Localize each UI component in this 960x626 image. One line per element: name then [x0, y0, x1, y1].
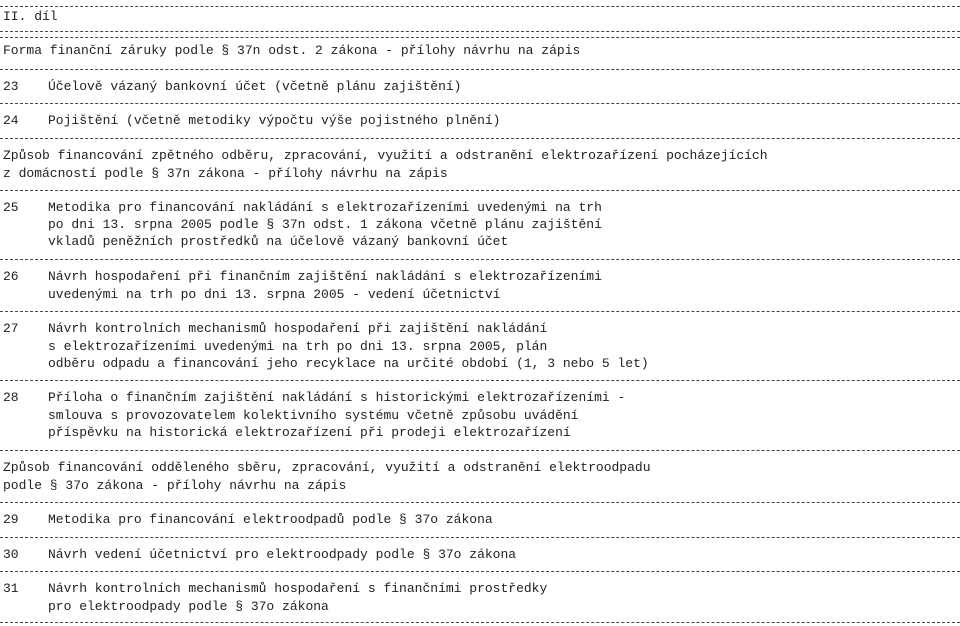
item-text: Návrh kontrolních mechanismů hospodaření s finančními prostředky — [48, 581, 548, 596]
section-1-heading: Forma finanční záruky podle § 37n odst. 2 zákona - přílohy návrhu na zápis — [3, 43, 581, 58]
item-number: 26 — [3, 269, 19, 284]
item-text: Pojištění (včetně metodiky výpočtu výše pojistného plnění) — [48, 113, 501, 128]
item-text: po dni 13. srpna 2005 podle § 37n odst. 1 zákona včetně plánu zajištění — [48, 217, 602, 232]
section-2-heading: Způsob financování zpětného odběru, zpracování, využití a odstranění elektrozařízení pocházejících — [3, 148, 768, 163]
item-text: Metodika pro financování elektroodpadů podle § 37o zákona — [48, 512, 493, 527]
item-number: 30 — [3, 547, 19, 562]
separator — [0, 450, 960, 451]
separator — [0, 571, 960, 572]
separator — [0, 311, 960, 312]
item-text: s elektrozařízeními uvedenými na trh po dni 13. srpna 2005, plán — [48, 339, 548, 354]
item-text: uvedenými na trh po dni 13. srpna 2005 - vedení účetnictví — [48, 287, 501, 302]
item-number: 27 — [3, 321, 19, 336]
separator — [0, 37, 960, 38]
item-number: 25 — [3, 200, 19, 215]
section-2-heading: z domácností podle § 37n zákona - přílohy návrhu na zápis — [3, 166, 448, 181]
separator — [0, 190, 960, 191]
separator — [0, 103, 960, 104]
separator — [0, 259, 960, 260]
item-text: příspěvku na historická elektrozařízení při prodeji elektrozařízení — [48, 425, 571, 440]
item-text: Účelově vázaný bankovní účet (včetně plánu zajištění) — [48, 79, 462, 94]
separator — [0, 138, 960, 139]
separator — [0, 69, 960, 70]
item-text: pro elektroodpady podle § 37o zákona — [48, 599, 329, 614]
item-text: Návrh hospodaření při finančním zajištění nakládání s elektrozařízeními — [48, 269, 602, 284]
section-3-heading: podle § 37o zákona - přílohy návrhu na zápis — [3, 478, 347, 493]
separator — [0, 622, 960, 623]
item-text: Návrh kontrolních mechanismů hospodaření při zajištění nakládání — [48, 321, 548, 336]
separator — [0, 31, 960, 32]
separator — [0, 380, 960, 381]
item-number: 24 — [3, 113, 19, 128]
part-heading: II. díl — [3, 9, 58, 24]
separator — [0, 6, 960, 7]
section-3-heading: Způsob financování odděleného sběru, zpracování, využití a odstranění elektroodpadu — [3, 460, 651, 475]
item-text: vkladů peněžních prostředků na účelově vázaný bankovní účet — [48, 234, 509, 249]
item-text: Návrh vedení účetnictví pro elektroodpady podle § 37o zákona — [48, 547, 517, 562]
item-number: 23 — [3, 79, 19, 94]
item-number: 31 — [3, 581, 19, 596]
item-text: Metodika pro financování nakládání s elektrozařízeními uvedenými na trh — [48, 200, 602, 215]
item-text: odběru odpadu a financování jeho recyklace na určité období (1, 3 nebo 5 let) — [48, 356, 649, 371]
separator — [0, 502, 960, 503]
item-text: smlouva s provozovatelem kolektivního systému včetně způsobu uvádění — [48, 408, 579, 423]
item-number: 29 — [3, 512, 19, 527]
item-number: 28 — [3, 390, 19, 405]
item-text: Příloha o finančním zajištění nakládání s historickými elektrozařízeními - — [48, 390, 626, 405]
separator — [0, 537, 960, 538]
